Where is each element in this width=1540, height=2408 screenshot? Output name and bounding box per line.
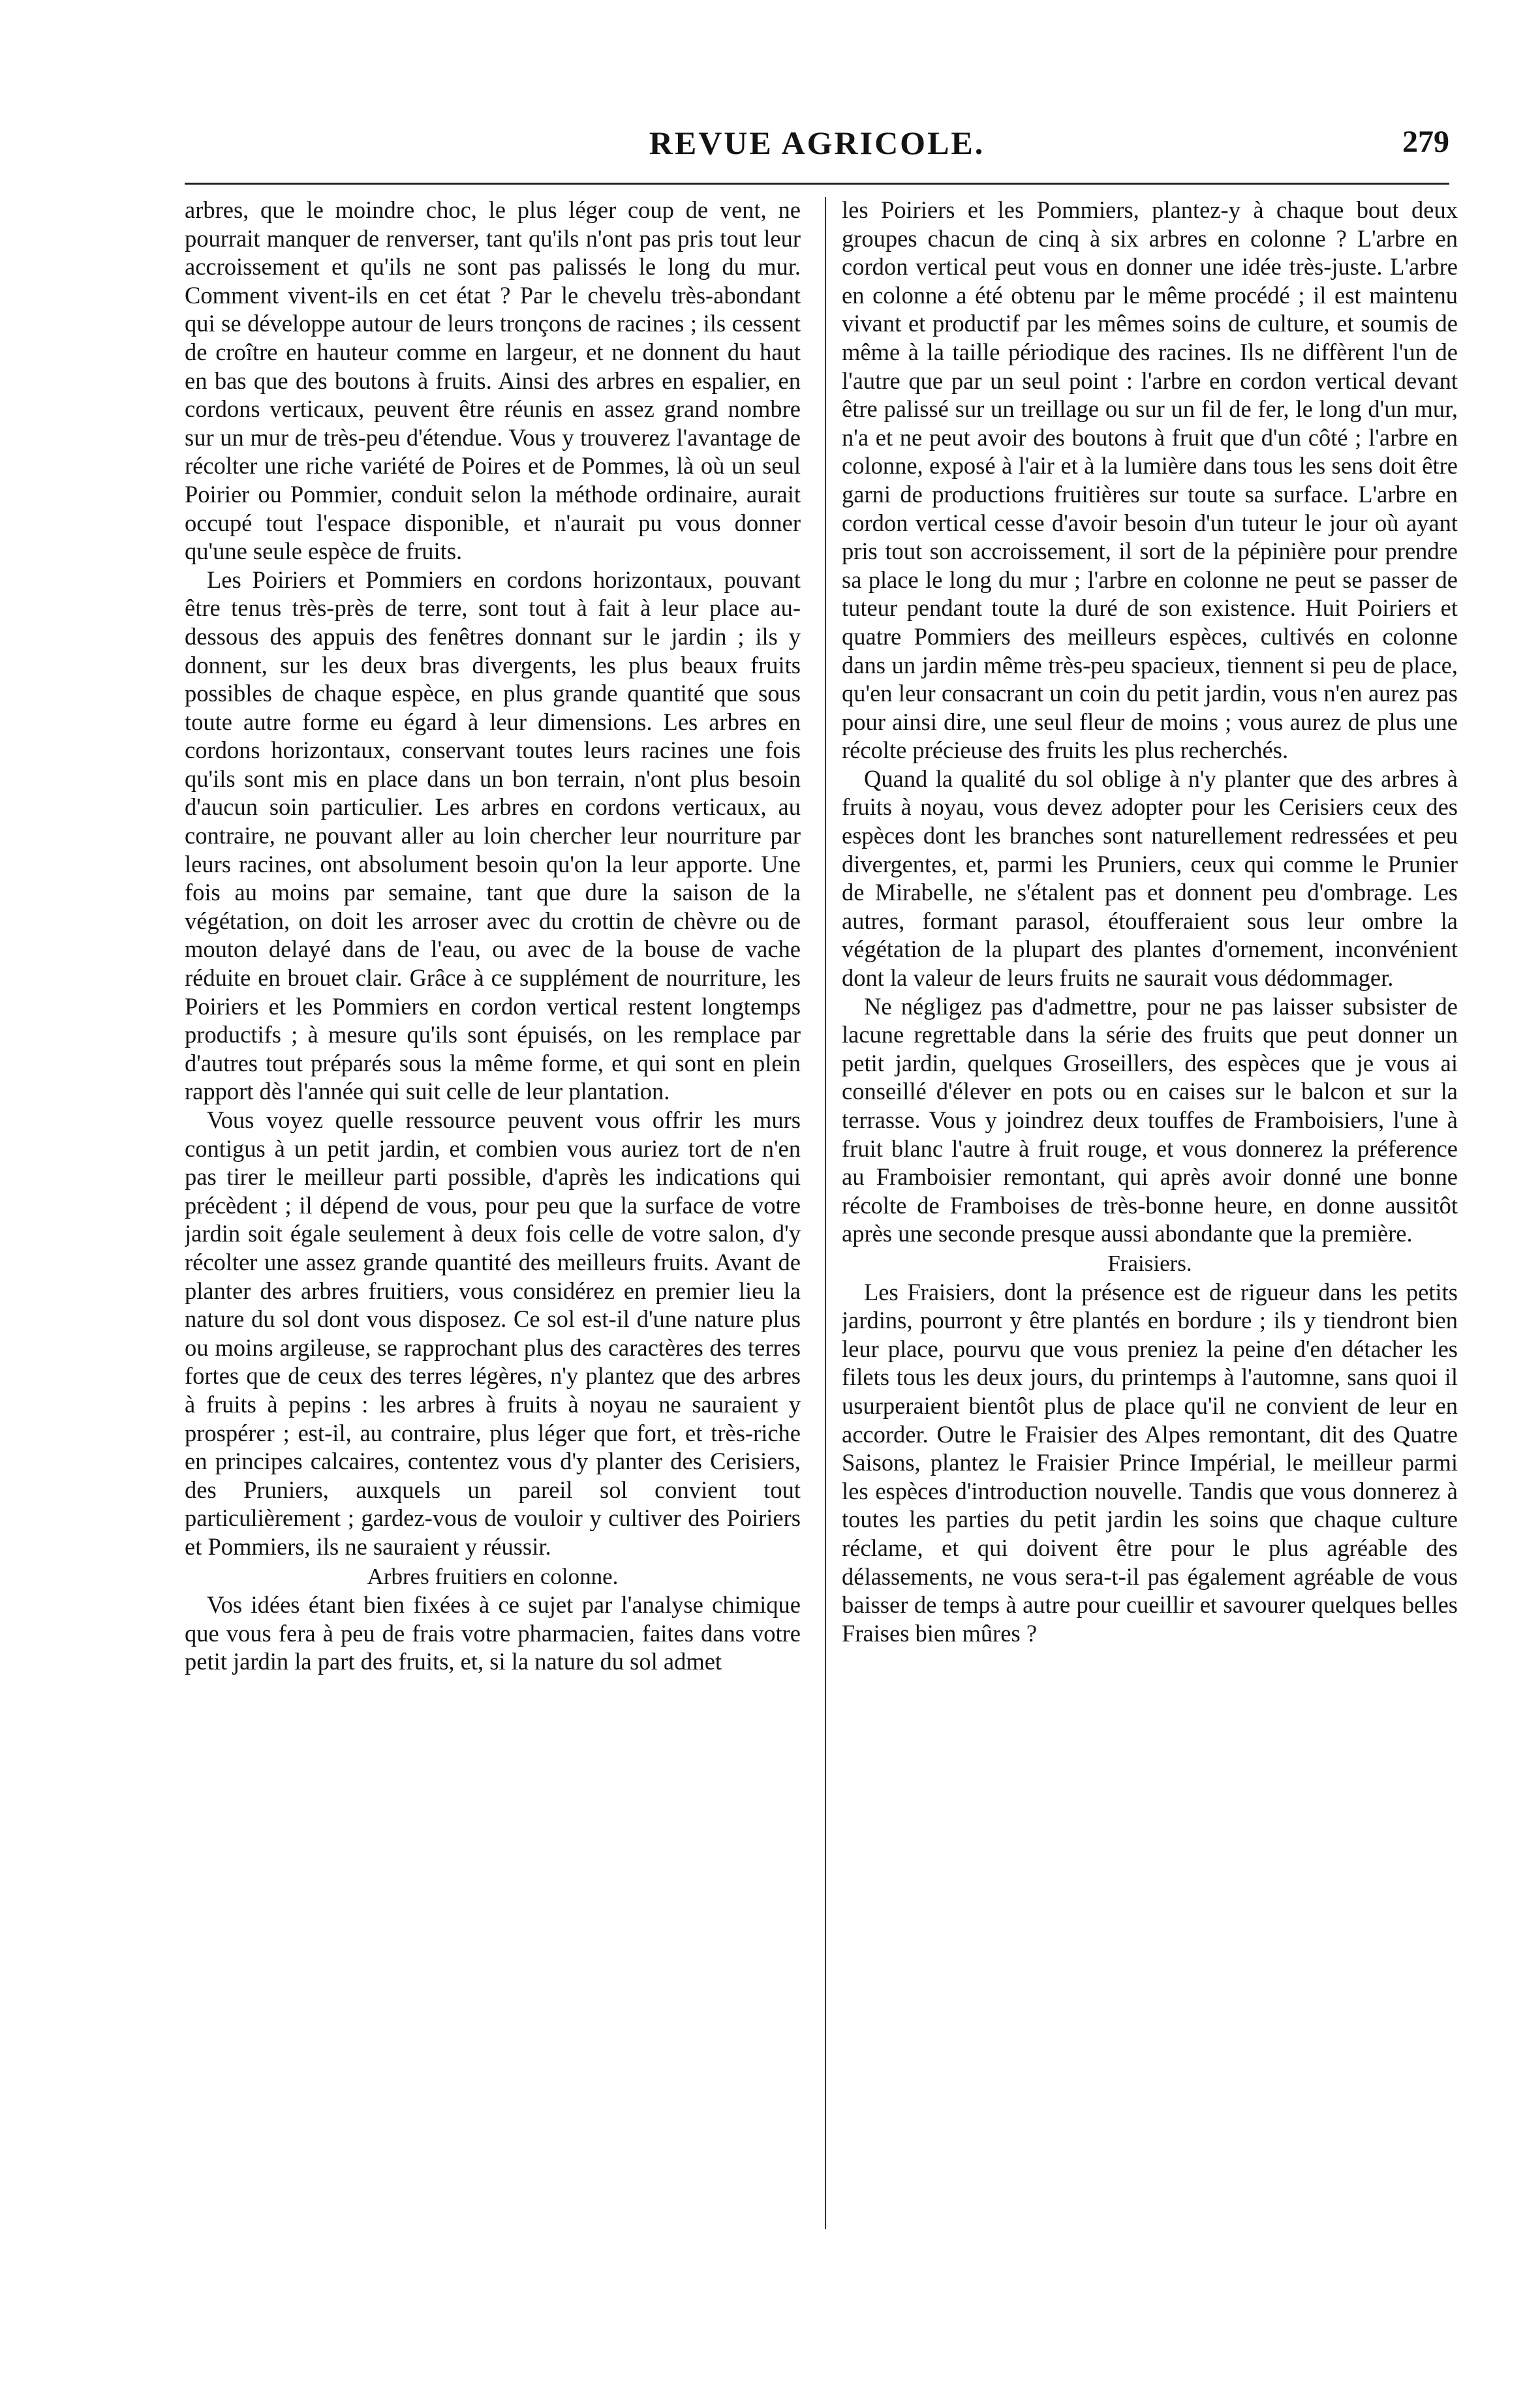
paragraph: les Poiriers et les Pommiers, plantez-y à chaque bout deux groupes chacun de cinq à six arbres en colonne ? L'arbre en cordon vertical peut vous en donner une idée très-juste. L'arbre en colonne a été obtenu par le même procédé ; il est maintenu vivant et productif par les mêmes soins de culture, et soumis de même à la taille périodique des racines. Ils ne diffèrent l'un de l'autre que par un seul point : l'arbre en cordon vertical devant être palissé sur un treillage ou sur un fil de fer, le long d'un mur, n'a et ne peut avoir des boutons à fruit que d'un côté ; l'arbre en colonne, exposé à l'air et à la lumière dans tous les sens doit être garni de productions fruitières sur toute sa surface. L'arbre en cordon vertical cesse d'avoir besoin d'un tuteur le jour où ayant pris tout son accroissement, il sort de la pépinière pour prendre sa place le long du mur ; l'arbre en colonne ne peut se passer de tuteur pendant toute la duré de son existence. Huit Poiriers et quatre Pommiers des meilleurs espèces, cultivés en colonne dans un jardin même très-peu spacieux, tiennent si peu de place, qu'en leur consacrant un coin du petit jardin, vous n'en aurez pas pour ainsi dire, une seul fleur de moins ; vous aurez de plus une récolte précieuse des fruits les plus recherchés. [842, 196, 1458, 764]
page-number: 279 [1402, 125, 1449, 159]
paragraph: Ne négligez pas d'admettre, pour ne pas laisser subsister de lacune regrettable dans la série des fruits que peut donner un petit jardin, quelques Groseillers, des espèces que je vous ai conseillé d'élever en pots ou en caises sur le balcon et sur la terrasse. Vous y joindrez deux touffes de Framboisiers, l'une à fruit blanc l'autre à fruit rouge, et vous donnerez la préference au Framboisier remontant, qui après avoir donné une bonne récolte de Framboises de très-bonne heure, en donne aussitôt après une seconde presque aussi abondante que la première. [842, 992, 1458, 1247]
paragraph: Vous voyez quelle ressource peuvent vous offrir les murs contigus à un petit jardin, et combien vous auriez tort de n'en pas tirer le meilleur parti possible, d'après les indications qui précèdent ; il dépend de vous, pour peu que la surface de votre jardin soit égale seulement à deux fois celle de votre salon, d'y récolter une assez grande quantité des meilleurs fruits. Avant de planter des arbres fruitiers, vous considérez en premier lieu la nature du sol dont vous disposez. Ce sol est-il d'une nature plus ou moins argileuse, se rapprochant plus des caractères des terres fortes que de ceux des terres légères, n'y plantez que des arbres à fruits à pepins : les arbres à fruits à noyau ne sauraient y prospérer ; est-il, au contraire, plus léger que fort, et très-riche en principes calcaires, contentez vous d'y planter des Cerisiers, des Pruniers, auxquels un pareil sol convient tout particulièrement ; gardez-vous de vouloir y cultiver des Poiriers et Pommiers, ils ne sauraient y réussir. [185, 1106, 801, 1560]
page-header [185, 124, 1449, 176]
section-heading: Fraisiers. [1107, 1250, 1192, 1276]
paragraph: Les Fraisiers, dont la présence est de rigueur dans les petits jardins, pourront y être plantés en bordure ; ils y tiendront bien leur place, pourvu que vous preniez la peine d'en détacher les filets tous les deux jours, du printemps à l'automne, sans quoi il usurperaient bientôt plus de place qu'il ne convient de leur en accorder. Outre le Fraisier des Alpes remontant, dit des Quatre Saisons, plantez le Fraisier Prince Impérial, le meilleur parmi les espèces d'introduction nouvelle. Tandis que vous donnerez à toutes les parties du petit jardin les soins que chaque culture réclame, et qui doivent être pour le plus agréable des délassements, ne vous sera-t-il pas également agréable de vous baisser de temps à autre pour cueillir et savourer quelques belles Fraises bien mûres ? [842, 1278, 1458, 1647]
left-column [185, 196, 801, 2362]
right-column [842, 196, 1458, 2362]
paragraph: arbres, que le moindre choc, le plus léger coup de vent, ne pourrait manquer de renverser, tant qu'ils n'ont pas pris tout leur accroissement et qu'ils ne sont pas palissés le long du mur. Comment vivent-ils en cet état ? Par le chevelu très-abondant qui se développe autour de leurs tronçons de racines ; ils cessent de croître en hauteur comme en largeur, et ne donnent du haut en bas que des boutons à fruits. Ainsi des arbres en espalier, en cordons verticaux, peuvent être réunis en assez grand nombre sur un mur de très-peu d'étendue. Vous y trouverez l'avantage de récolter une riche variété de Poires et de Pommes, là où un seul Poirier ou Pommier, conduit selon la méthode ordinaire, aurait occupé tout l'espace disponible, et n'aurait pu vous donner qu'une seule espèce de fruits. [185, 196, 801, 565]
paragraph: Vos idées étant bien fixées à ce sujet par l'analyse chimique que vous fera à peu de frais votre pharmacien, faites dans votre petit jardin la part des fruits, et, si la nature du sol admet [185, 1591, 801, 1675]
paragraph: Les Poiriers et Pommiers en cordons horizontaux, pouvant être tenus très-près de terre, sont tout à fait à leur place au-dessous des appuis des fenêtres donnant sur le jardin ; ils y donnent, sur les deux bras divergents, les plus beaux fruits possibles de chaque espèce, en plus grande quantité que sous toute autre forme eu égard à leur dimensions. Les arbres en cordons horizontaux, conservant toutes leurs racines une fois qu'ils sont mis en place dans un bon terrain, n'ont plus besoin d'aucun soin particulier. Les arbres en cordons verticaux, au contraire, ne pouvant aller au loin chercher leur nourriture par leurs racines, ont absolument besoin qu'on la leur apporte. Une fois au moins par semaine, tant que dure la saison de la végétation, on doit les arroser avec du crottin de chèvre ou de mouton delayé dans de l'eau, ou avec de la bouse de vache réduite en brouet clair. Grâce à ce supplément de nourriture, les Poiriers et les Pommiers en cordon vertical restent longtemps productifs ; à mesure qu'ils sont épuisés, on les remplace par d'autres tout préparés sous la même forme, et qui sont en plein rapport dès l'année qui suit celle de leur plantation. [185, 566, 801, 1105]
header-rule [185, 183, 1449, 185]
running-title: REVUE AGRICOLE. [649, 125, 985, 161]
section-heading: Arbres fruitiers en colonne. [367, 1563, 619, 1589]
paragraph: Quand la qualité du sol oblige à n'y planter que des arbres à fruits à noyau, vous devez adopter pour les Cerisiers ceux des espèces dont les branches sont naturellement redressées et peu divergentes, et, parmi les Pruniers, ceux qui comme le Prunier de Mirabelle, ne s'étalent pas et donnent peu d'ombrage. Les autres, formant parasol, étoufferaient sous leur ombre la végétation de la plupart des plantes d'ornement, inconvénient dont la valeur de leurs fruits ne saurait vous dédommager. [842, 765, 1458, 992]
column-divider [825, 197, 826, 2229]
